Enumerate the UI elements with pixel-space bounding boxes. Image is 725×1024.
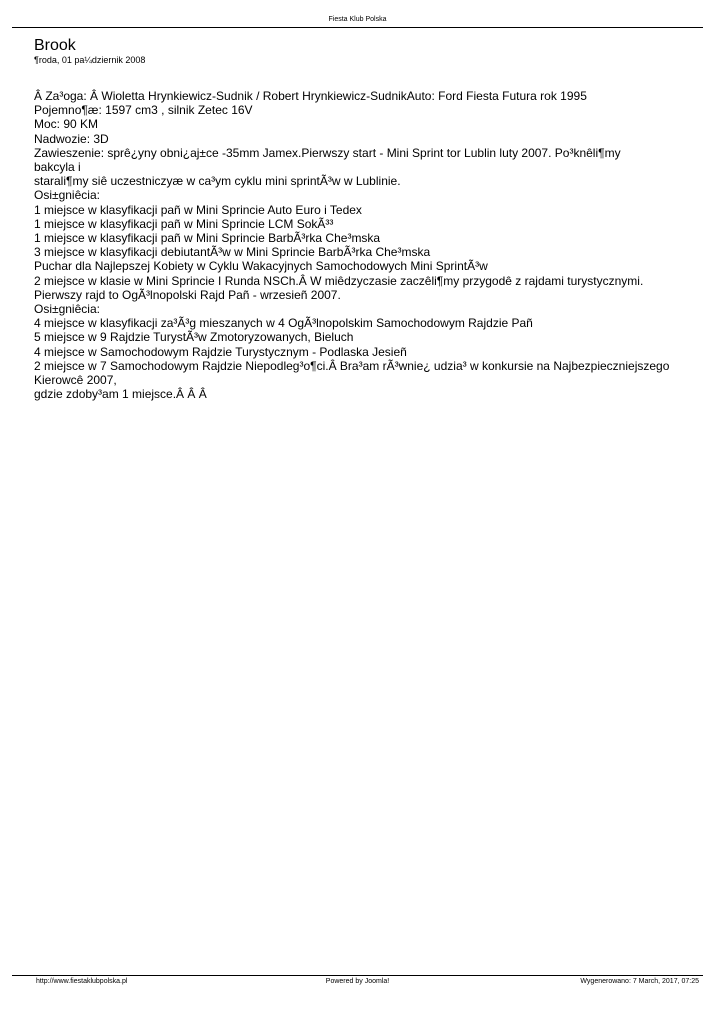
- body-line: 1 miejsce w klasyfikacji pañ w Mini Sprincie LCM SokÃ³³: [34, 216, 334, 231]
- body-line: Pierwszy rajd to OgÃ³lnopolski Rajd Pañ - wrzesieñ 2007.: [34, 287, 341, 302]
- body-line: bakcyla i: [34, 160, 81, 175]
- body-line: 2 miejsce w 7 Samochodowym Rajdzie Niepodleg³o¶ci.Â Bra³am rÃ³wnie¿ udzia³ w konkursie na Najbezpieczniejszego: [34, 358, 670, 373]
- body-line: Pojemno¶æ: 1597 cm3 , silnik Zetec 16V: [34, 103, 253, 118]
- site-name: Fiesta Klub Polska: [328, 16, 387, 23]
- article-body: [34, 89, 694, 401]
- body-line: Moc: 90 KM: [34, 117, 99, 132]
- body-line: 2 miejsce w klasie w Mini Sprincie I Runda NSCh.Â W miêdzyczasie zaczêli¶my przygodê z rajdami turystycznymi.: [34, 273, 644, 288]
- body-line: 5 miejsce w 9 Rajdzie TurystÃ³w Zmotoryzowanych, Bieluch: [34, 330, 354, 345]
- article-title: Brook: [34, 37, 76, 54]
- body-line: Kierowcê 2007,: [34, 373, 117, 388]
- body-line: 1 miejsce w klasyfikacji pañ w Mini Sprincie BarbÃ³rka Che³mska: [34, 231, 381, 246]
- body-line: Osi±gniêcia:: [34, 188, 100, 203]
- footer-url: http://www.fiestaklubpolska.pl: [36, 978, 128, 985]
- body-line: gdzie zdoby³am 1 miejsce.Â Â Â: [34, 387, 207, 402]
- page-header: [12, 14, 703, 28]
- body-line: 4 miejsce w Samochodowym Rajdzie Turystycznym - Podlaska Jesieñ: [34, 344, 407, 359]
- body-line: Osi±gniêcia:: [34, 302, 100, 317]
- footer-generated: Wygenerowano: 7 March, 2017, 07:25: [580, 978, 699, 985]
- body-line: 4 miejsce w klasyfikacji za³Ã³g mieszanych w 4 OgÃ³lnopolskim Samochodowym Rajdzie Pañ: [34, 316, 533, 331]
- article-date: ¶roda, 01 pa¼dziernik 2008: [34, 55, 146, 65]
- body-line: Nadwozie: 3D: [34, 131, 109, 146]
- footer-powered-by: Powered by Joomla!: [325, 978, 390, 985]
- body-line: 1 miejsce w klasyfikacji pañ w Mini Sprincie Auto Euro i Tedex: [34, 202, 362, 217]
- body-line: Zawieszenie: sprê¿yny obni¿aj±ce -35mm Jamex.Pierwszy start - Mini Sprint tor Lublin luty 2007. Po³knêli¶my: [34, 145, 621, 160]
- body-line: starali¶my siê uczestniczyæ w ca³ym cyklu mini sprintÃ³w w Lublinie.: [34, 174, 401, 189]
- body-line: Puchar dla Najlepszej Kobiety w Cyklu Wakacyjnych Samochodowych Mini SprintÃ³w: [34, 259, 488, 274]
- body-line: Â Za³oga: Â Wioletta Hrynkiewicz-Sudnik / Robert Hrynkiewicz-SudnikAuto: Ford Fiesta Futura rok 1995: [34, 89, 587, 103]
- page-footer: [12, 975, 703, 988]
- body-line: 3 miejsce w klasyfikacji debiutantÃ³w w Mini Sprincie BarbÃ³rka Che³mska: [34, 245, 431, 260]
